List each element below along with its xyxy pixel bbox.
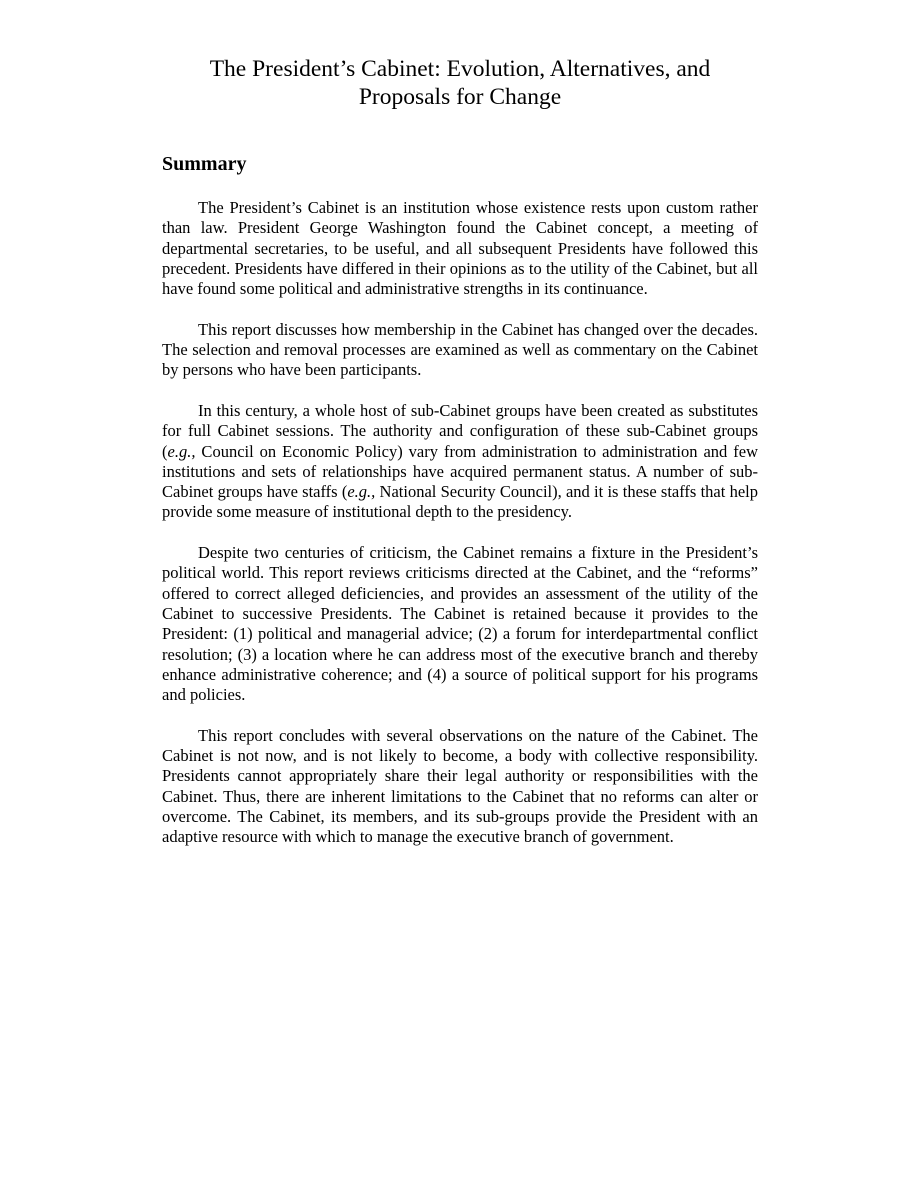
summary-paragraph-5: This report concludes with several observations on the nature of the Cabinet. The Cabinet is not now, and is not likely to become, a body with collective responsibility. Presidents cannot appropriately share their legal authority or responsibilities with the Cabinet. Thus, there are inherent limitations to the Cabinet that no reforms can alter or overcome. The Cabinet, its members, and its sub-groups provide the President with an adaptive resource with which to manage the executive branch of government. [162, 725, 758, 847]
document-title [162, 55, 758, 111]
paragraph-3-text-c: National Security Council), and it is these staffs that help provide some measure of institutional depth to the presidency. [162, 482, 758, 522]
summary-paragraph-3 [162, 401, 758, 523]
paragraph-3-eg-2: e.g., [347, 482, 376, 502]
document-title-line-2: Proposals for Change [358, 84, 562, 110]
summary-paragraph-4: Despite two centuries of criticism, the Cabinet remains a fixture in the President’s political world. This report reviews criticisms directed at the Cabinet, and the “reforms” offered to correct alleged deficiencies, and provides an assessment of the utility of the Cabinet to successive Presidents. The Cabinet is retained because it provides to the President: (1) political and managerial advice; (2) a forum for interdepartmental conflict resolution; (3) a location where he can address most of the executive branch and thereby enhance administrative coherence; and (4) a source of political support for his programs and policies. [162, 543, 758, 705]
document-page [162, 55, 758, 848]
paragraph-3-text-b: Council on Economic Policy) vary from administration to administration and few institutions and sets of relationships have acquired permanent status. A number of sub-Cabinet groups have staffs ( [162, 441, 758, 502]
document-title-line-1: The President’s Cabinet: Evolution, Alternatives, and [209, 56, 711, 82]
summary-paragraph-2: This report discusses how membership in the Cabinet has changed over the decades. The selection and removal processes are examined as well as commentary on the Cabinet by persons who have been participants. [162, 319, 758, 380]
summary-paragraph-1: The President’s Cabinet is an institution whose existence rests upon custom rather than law. President George Washington found the Cabinet concept, a meeting of departmental secretaries, to be useful, and all subsequent Presidents have followed this precedent. Presidents have differed in their opinions as to the utility of the Cabinet, but all have found some political and administrative strengths in its continuance. [162, 198, 758, 299]
paragraph-3-text-a: In this century, a whole host of sub-Cabinet groups have been created as substitutes for full Cabinet sessions. The authority and configuration of these sub-Cabinet groups ( [162, 400, 758, 461]
paragraph-3-eg-1: e.g., [167, 441, 196, 461]
section-heading-summary: Summary [162, 153, 247, 175]
